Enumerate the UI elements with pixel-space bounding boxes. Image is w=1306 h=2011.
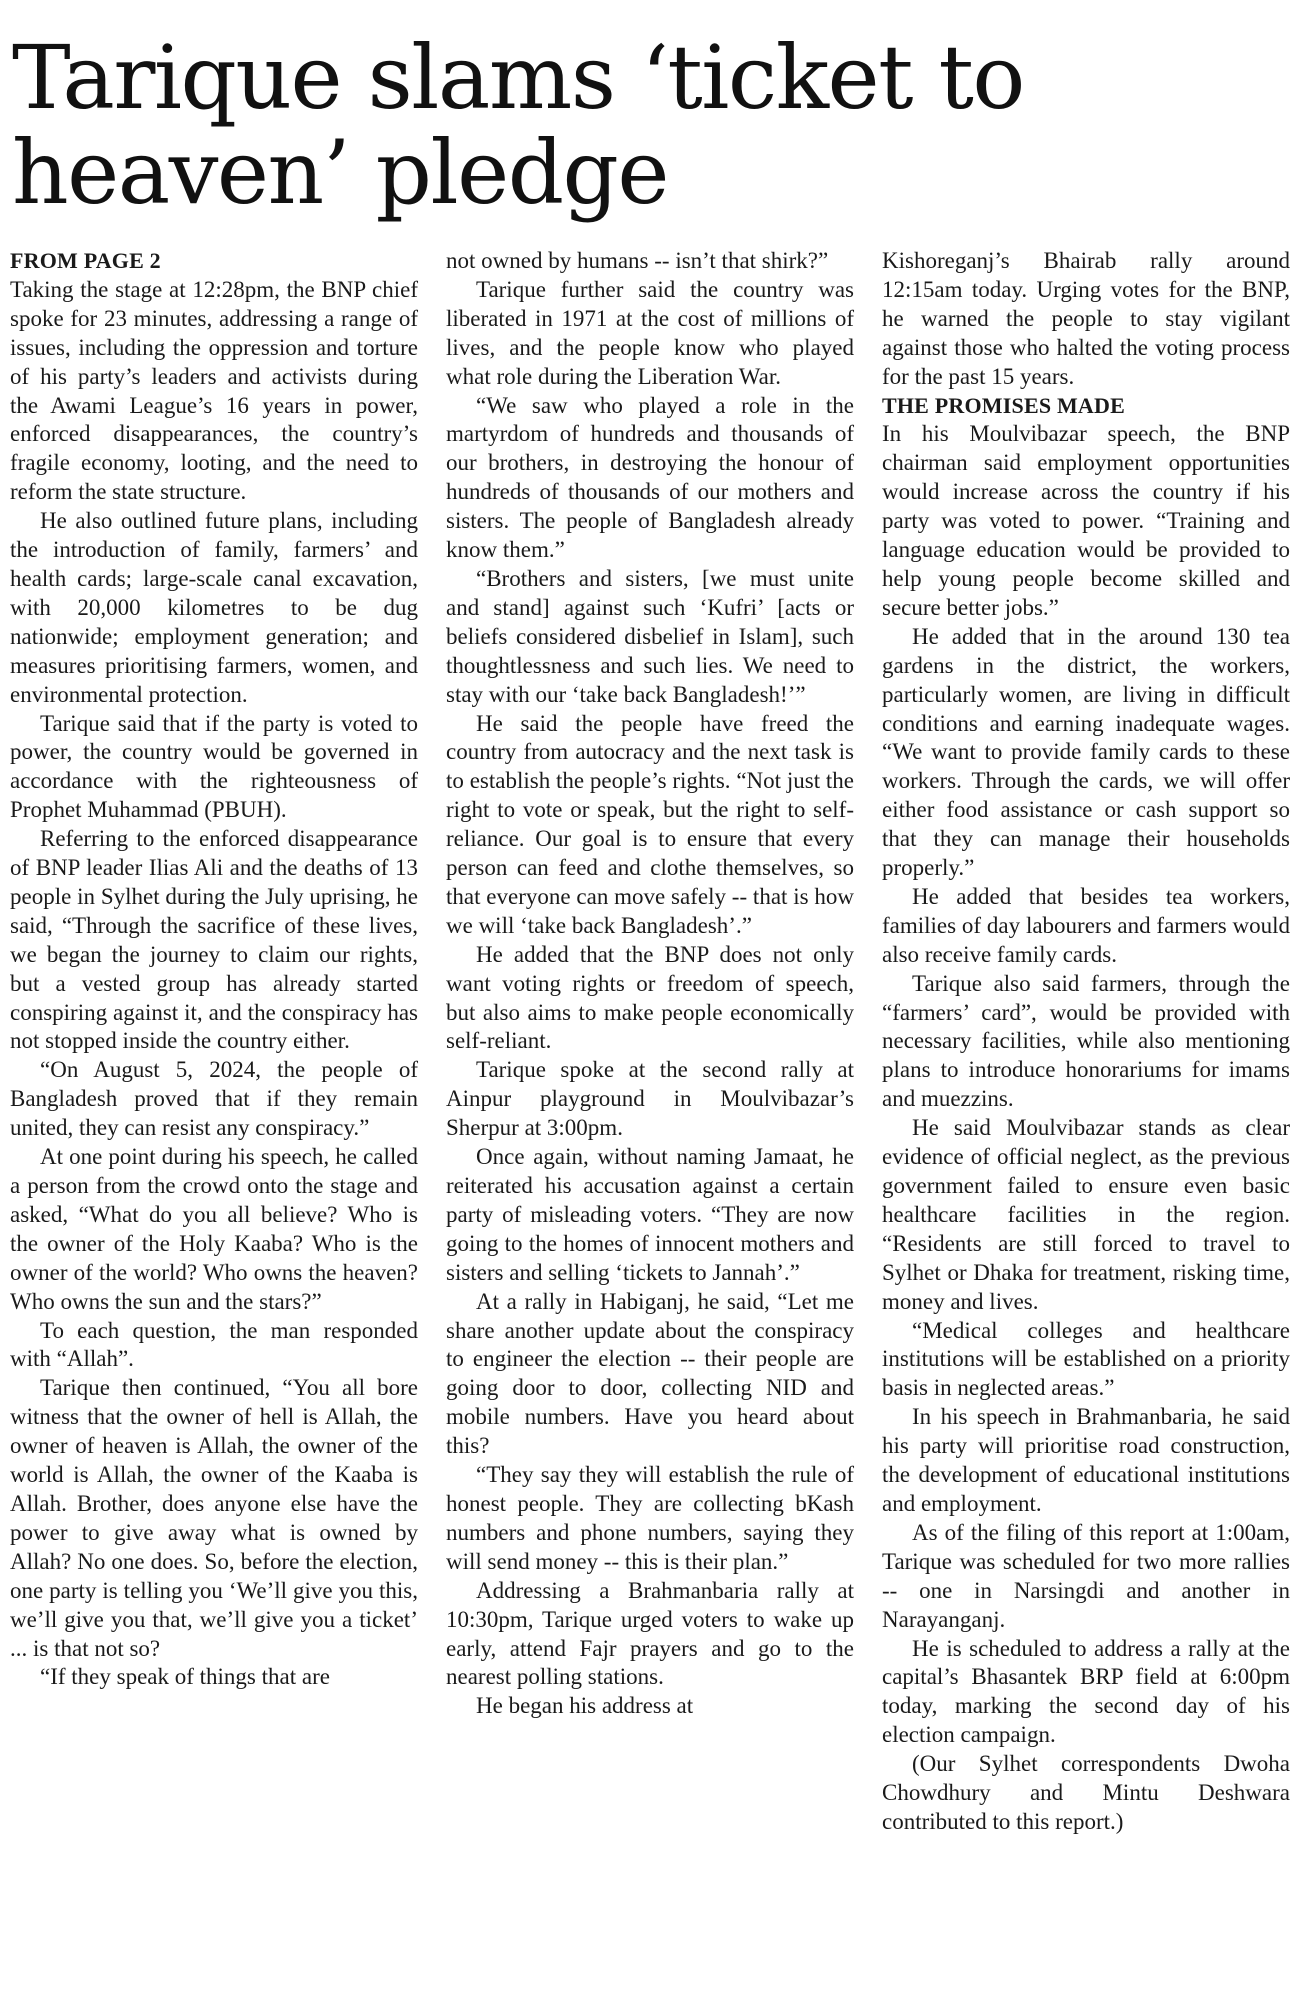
paragraph: Tarique also said farmers, through the “farmers’ card”, would be provided with necessary facilities, while also mentioning plans to introduce honorariums for imams and muezzins.	[882, 970, 1290, 1112]
paragraph: Taking the stage at 12:28pm, the BNP chief spoke for 23 minutes, addressing a range of issues, including the oppression and torture of his party’s leaders and activists during the Awami League’s 16 years in power, enforced disappearances, the country’s fragile economy, looting, and the need to reform the state structure.	[10, 276, 418, 505]
paragraph: At one point during his speech, he called a person from the crowd onto the stage and asked, “What do you all believe? Who is the owner of the Holy Kaaba? Who is the owner of the world? Who owns the heaven? Who owns the sun and the stars?”	[10, 1144, 418, 1314]
paragraph: Tarique further said the country was liberated in 1971 at the cost of millions of lives, and the people know who played what role during the Liberation War.	[446, 276, 854, 389]
paragraph: He added that in the around 130 tea gardens in the district, the workers, particularly women, are living in difficult conditions and earning inadequate wages. “We want to provide family cards to these workers. Through the cards, we will offer either food assistance or cash support so that they can manage their households properly.”	[882, 623, 1290, 881]
paragraph: He also outlined future plans, including the introduction of family, farmers’ and health cards; large-scale canal excavation, with 20,000 kilometres to be dug nationwide; employment generation; and measures prioritising farmers, women, and environmental protection.	[10, 508, 418, 707]
paragraph: Tarique then continued, “You all bore witness that the owner of hell is Allah, the owner of heaven is Allah, the owner of the world is Allah, the owner of the Kaaba is Allah. Brother, does anyone else have the power to give away what is owned by Allah? No one does. So, before the election, one party is telling you ‘We’ll give you this, we’ll give you that, we’ll give you a ticket’ ... is that not so?	[10, 1375, 418, 1661]
paragraph: “Brothers and sisters, [we must unite and stand] against such ‘Kufri’ [acts or beliefs considered disbelief in Islam], such thoughtlessness and such lies. We need to stay with our ‘take back Bangladesh!’”	[446, 565, 854, 707]
paragraph-continued: not owned by humans -- isn’t that shirk?”	[446, 248, 829, 273]
paragraph-continued: Kishoreganj’s Bhairab rally around 12:15am today. Urging votes for the BNP, he warned the people to stay vigilant against those who halted the voting process for the past 15 years.	[882, 248, 1290, 389]
headline: Tarique slams ‘ticket to heaven’ pledge	[12, 26, 1024, 224]
article-column-3	[882, 247, 1290, 1837]
paragraph: He began his address at	[476, 1693, 694, 1719]
paragraph: In his Moulvibazar speech, the BNP chairman said employment opportunities would increase across the country if his party was voted to power. “Training and language education would be provided to help young people become skilled and secure better jobs.”	[882, 421, 1290, 620]
paragraph: He said the people have freed the country from autocracy and the next task is to establish the people’s rights. “Not just the right to vote or speak, but the right to self-reliance. Our goal is to ensure that every person can feed and clothe themselves, so that everyone can move safely -- that is how we will ‘take back Bangladesh’.”	[446, 710, 854, 938]
paragraph: In his speech in Brahmanbaria, he said his party will prioritise road construction, the development of educational institutions and employment.	[882, 1404, 1290, 1516]
article-column-1	[10, 247, 418, 1692]
paragraph: (Our Sylhet correspondents Dwoha Chowdhury and Mintu Deshwara contributed to this report.)	[882, 1751, 1290, 1834]
paragraph: To each question, the man responded with “Allah”.	[10, 1317, 418, 1372]
paragraph: “If they speak of things that are	[40, 1664, 330, 1690]
paragraph: He added that the BNP does not only want voting rights or freedom of speech, but also aims to make people economically self-reliant.	[446, 941, 854, 1054]
paragraph: He is scheduled to address a rally at the capital’s Bhasantek BRP field at 6:00pm today, marking the second day of his election campaign.	[882, 1635, 1290, 1748]
paragraph: “On August 5, 2024, the people of Bangladesh proved that if they remain united, they can resist any conspiracy.”	[10, 1057, 418, 1141]
paragraph: He said Moulvibazar stands as clear evidence of official neglect, as the previous government failed to ensure even basic healthcare facilities in the region. “Residents are still forced to travel to Sylhet or Dhaka for treatment, risking time, money and lives.	[882, 1115, 1290, 1314]
paragraph: Tarique said that if the party is voted to power, the country would be governed in accordance with the righteousness of Prophet Muhammad (PBUH).	[10, 710, 418, 823]
paragraph: “Medical colleges and healthcare institutions will be established on a priority basis in neglected areas.”	[882, 1317, 1290, 1401]
paragraph: Referring to the enforced disappearance of BNP leader Ilias Ali and the deaths of 13 people in Sylhet during the July uprising, he said, “Through the sacrifice of these lives, we began the journey to claim our rights, but a vested group has already started conspiring against it, and the conspiracy has not stopped inside the country either.	[10, 826, 418, 1054]
subhead-promises: THE PROMISES MADE	[882, 392, 1125, 418]
paragraph: As of the filing of this report at 1:00am, Tarique was scheduled for two more rallies -- one in Narsingdi and another in Narayanganj.	[882, 1519, 1290, 1632]
paragraph: Tarique spoke at the second rally at Ainpur playground in Moulvibazar’s Sherpur at 3:00pm.	[446, 1057, 854, 1141]
paragraph: Addressing a Brahmanbaria rally at 10:30pm, Tarique urged voters to wake up early, attend Fajr prayers and go to the nearest polling stations.	[446, 1577, 854, 1690]
kicker-from-page: FROM PAGE 2	[10, 248, 161, 273]
article-column-2	[446, 247, 854, 1721]
paragraph: “We saw who played a role in the martyrdom of hundreds and thousands of our brothers, in destroying the honour of hundreds of thousands of our mothers and sisters. The people of Bangladesh already know them.”	[446, 392, 854, 563]
paragraph: At a rally in Habiganj, he said, “Let me share another update about the conspiracy to engineer the election -- their people are going door to door, collecting NID and mobile numbers. Have you heard about this?	[446, 1288, 854, 1459]
paragraph: He added that besides tea workers, families of day labourers and farmers would also receive family cards.	[882, 883, 1290, 967]
paragraph: “They say they will establish the rule of honest people. They are collecting bKash numbers and phone numbers, saying they will send money -- this is their plan.”	[446, 1462, 854, 1574]
paragraph: Once again, without naming Jamaat, he reiterated his accusation against a certain party of misleading voters. “They are now going to the homes of innocent mothers and sisters and selling ‘tickets to Jannah’.”	[446, 1144, 854, 1285]
